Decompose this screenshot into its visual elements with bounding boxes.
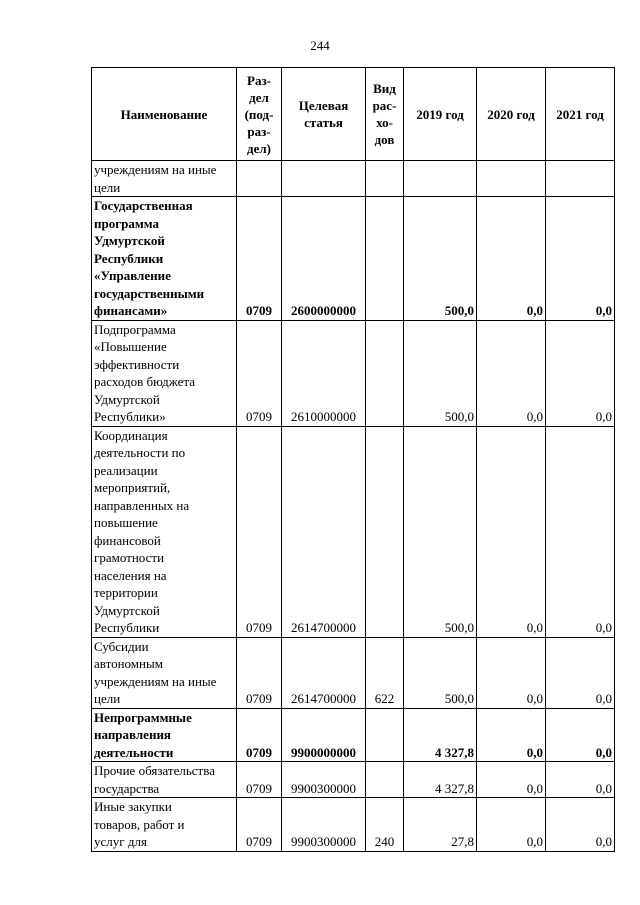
table-row [92, 320, 615, 426]
cell-name-line: Прочие обязательства [94, 763, 215, 778]
cell-name-line: Иные закупки [94, 799, 172, 814]
cell-name-line: повышение [94, 515, 158, 530]
cell-2021: 0,0 [546, 708, 615, 762]
cell-name-line: финансовой [94, 532, 161, 548]
header-expense-type [366, 68, 404, 161]
cell-2021: 0,0 [546, 798, 615, 852]
cell-name [92, 320, 237, 426]
cell-2020: 0,0 [477, 798, 546, 852]
cell-name-line: расходов бюджета [94, 374, 195, 389]
cell-2021: 0,0 [546, 320, 615, 426]
header-2019: 2019 год [404, 68, 477, 161]
cell-name-line: населения на [94, 567, 167, 583]
cell-name-line: автономным [94, 656, 163, 671]
cell-name-line: цели [94, 179, 121, 195]
cell-2019: 4 327,8 [404, 762, 477, 798]
cell-2019: 500,0 [404, 637, 477, 708]
table-row [92, 708, 615, 762]
cell-name-line: деятельности по [94, 445, 186, 460]
cell-name-line: Республики [94, 620, 160, 635]
header-section-line: дел [249, 89, 269, 105]
cell-name-line: деятельности [94, 744, 174, 760]
cell-target: 2600000000 [282, 197, 366, 321]
cell-2019: 500,0 [404, 426, 477, 637]
header-name: Наименование [92, 68, 237, 161]
header-target-line: Целевая [298, 98, 349, 113]
cell-2021: 0,0 [546, 762, 615, 798]
cell-2019: 4 327,8 [404, 708, 477, 762]
table-row [92, 637, 615, 708]
cell-2020: 0,0 [477, 762, 546, 798]
cell-expense-type [366, 762, 404, 798]
cell-expense-type [366, 161, 404, 197]
cell-2021 [546, 161, 615, 197]
header-2021: 2021 год [546, 68, 615, 161]
cell-target: 9900000000 [282, 708, 366, 762]
cell-2019 [404, 161, 477, 197]
cell-name-line: государственными [94, 285, 205, 301]
cell-name [92, 426, 237, 637]
cell-name-line: мероприятий, [94, 480, 171, 495]
header-section-line: дел) [247, 140, 271, 156]
cell-name-line: Непрограммные [94, 709, 192, 725]
cell-2020 [477, 161, 546, 197]
cell-section: 0709 [237, 320, 282, 426]
cell-expense-type [366, 197, 404, 321]
header-row [92, 68, 615, 161]
cell-name-line: цели [94, 691, 121, 706]
header-expense-line: рас- [372, 98, 397, 113]
cell-expense-type: 622 [366, 637, 404, 708]
cell-section: 0709 [237, 798, 282, 852]
cell-target: 9900300000 [282, 762, 366, 798]
cell-name [92, 637, 237, 708]
cell-expense-type [366, 426, 404, 637]
table-body [92, 161, 615, 852]
cell-name-line: «Управление [94, 268, 171, 283]
table-row [92, 798, 615, 852]
cell-name-line: услуг для [94, 834, 147, 849]
cell-expense-type: 240 [366, 798, 404, 852]
cell-name-line: финансами» [94, 303, 168, 318]
page-number: 244 [310, 38, 330, 53]
cell-name-line: «Повышение [94, 339, 167, 354]
cell-2019: 500,0 [404, 197, 477, 321]
cell-name-line: территории [94, 585, 158, 600]
cell-name-line: реализации [94, 462, 158, 478]
cell-name-line: Удмуртской [94, 602, 160, 618]
table-row [92, 426, 615, 637]
cell-section: 0709 [237, 762, 282, 798]
cell-section: 0709 [237, 426, 282, 637]
header-section [237, 68, 282, 161]
cell-name [92, 708, 237, 762]
cell-name-line: Республики» [94, 409, 166, 424]
cell-name-line: Государственная [94, 198, 193, 213]
table-row [92, 197, 615, 321]
cell-2020: 0,0 [477, 637, 546, 708]
cell-name-line: Удмуртской [94, 391, 160, 407]
cell-name-line: Субсидии [94, 638, 149, 654]
cell-name-line: программа [94, 215, 159, 231]
cell-name [92, 798, 237, 852]
cell-2020: 0,0 [477, 708, 546, 762]
cell-2019: 500,0 [404, 320, 477, 426]
cell-name-line: Подпрограмма [94, 321, 176, 337]
table-row [92, 762, 615, 798]
cell-2019: 27,8 [404, 798, 477, 852]
header-section-line: раз- [247, 123, 271, 139]
header-target [282, 68, 366, 161]
cell-name [92, 762, 237, 798]
cell-2021: 0,0 [546, 197, 615, 321]
cell-name-line: эффективности [94, 356, 180, 372]
cell-target: 2614700000 [282, 637, 366, 708]
header-expense-line: Вид [373, 81, 396, 96]
cell-2020: 0,0 [477, 426, 546, 637]
cell-section: 0709 [237, 197, 282, 321]
cell-name-line: товаров, работ и [94, 816, 185, 832]
cell-name-line: учреждениям на иные [94, 162, 217, 177]
cell-2021: 0,0 [546, 426, 615, 637]
cell-name [92, 161, 237, 197]
cell-section [237, 161, 282, 197]
cell-2020: 0,0 [477, 197, 546, 321]
cell-2021: 0,0 [546, 637, 615, 708]
cell-section: 0709 [237, 708, 282, 762]
cell-name-line: Удмуртской [94, 233, 165, 248]
header-section-line: Раз- [247, 72, 271, 88]
cell-expense-type [366, 320, 404, 426]
header-expense-line: хо- [376, 115, 393, 130]
cell-target: 2610000000 [282, 320, 366, 426]
cell-name-line: направленных на [94, 497, 190, 513]
cell-name-line: учреждениям на иные [94, 673, 217, 689]
cell-name-line: грамотности [94, 550, 165, 565]
budget-table [91, 67, 615, 852]
cell-2020: 0,0 [477, 320, 546, 426]
cell-section: 0709 [237, 637, 282, 708]
cell-name [92, 197, 237, 321]
cell-name-line: Республики [94, 250, 164, 266]
cell-name-line: направления [94, 727, 171, 742]
header-expense-line: дов [374, 132, 395, 147]
header-section-line: (под- [244, 106, 274, 122]
cell-target: 9900300000 [282, 798, 366, 852]
cell-expense-type [366, 708, 404, 762]
header-2020: 2020 год [477, 68, 546, 161]
header-target-line: статья [304, 115, 343, 130]
cell-target [282, 161, 366, 197]
table-row [92, 161, 615, 197]
cell-target: 2614700000 [282, 426, 366, 637]
cell-name-line: государства [94, 780, 160, 796]
cell-name-line: Координация [94, 427, 168, 443]
